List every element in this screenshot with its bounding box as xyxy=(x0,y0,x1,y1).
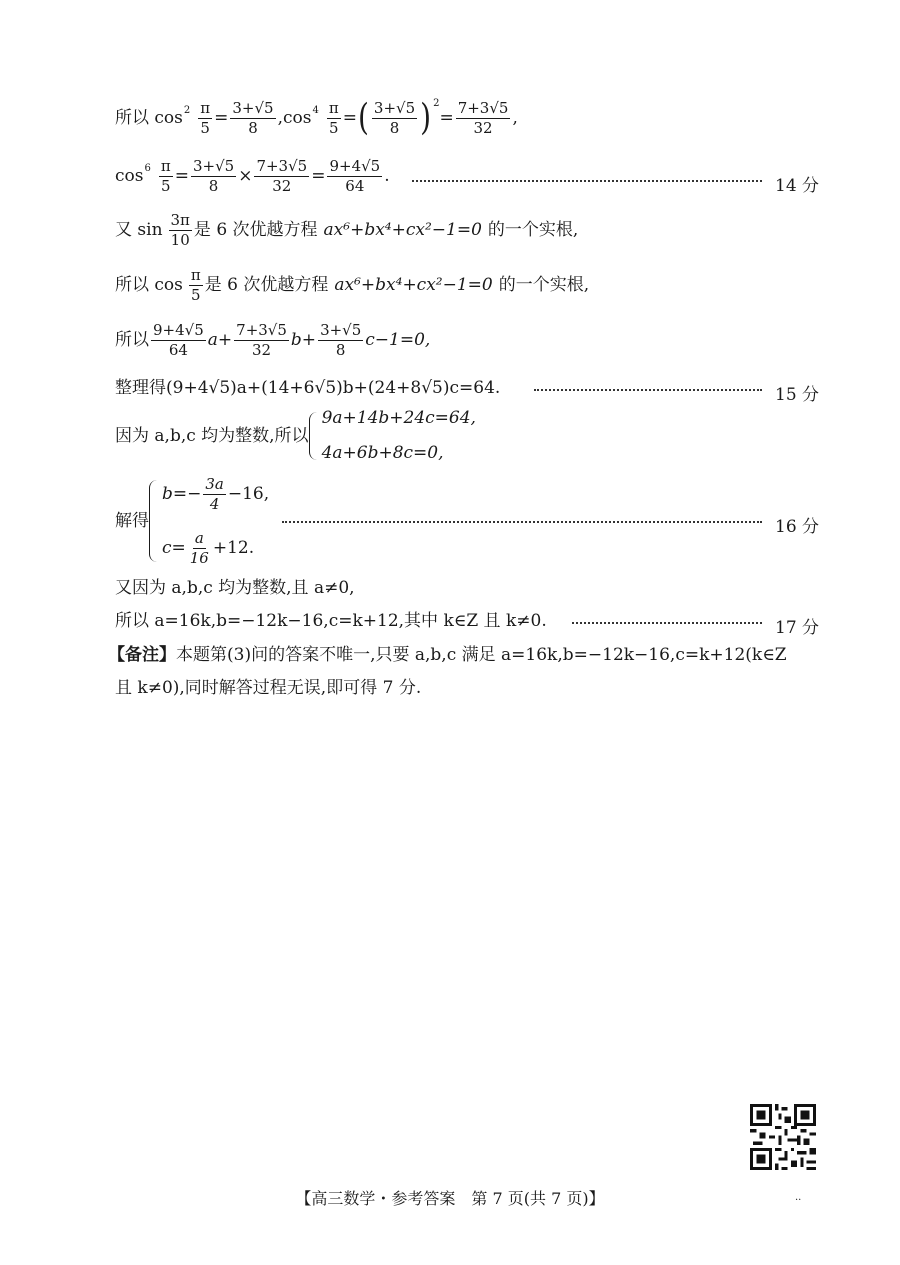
dot-leader xyxy=(412,180,762,182)
fraction: $\frac{7+3√5}{32}$ xyxy=(256,157,308,195)
fraction: $\frac{3+√5}{8}$ xyxy=(373,99,416,137)
dot-leader xyxy=(572,622,762,624)
fraction: $\frac{\pi}{5}$ xyxy=(160,157,171,195)
qr-code xyxy=(750,1104,816,1170)
step-sin-root: 又 sin $\frac{3\pi}{10}$ 是 6 次优越方程 ax⁶+bx⁴+cx²−1=0 的一个实根, xyxy=(115,211,579,249)
fraction: $\frac{\pi}{5}$ xyxy=(190,266,201,304)
dot-leader xyxy=(282,521,762,523)
note: 【备注】 本题第(3)问的答案不唯一,只要 a,b,c 满足 a=16k,b=−12k−16,c=k+12(k∈Z xyxy=(108,645,787,665)
fraction: $\frac{7+3√5}{32}$ xyxy=(236,321,287,359)
fraction: $\frac{7+3√5}{32}$ xyxy=(457,99,509,137)
score-16: 16 分 xyxy=(775,517,820,537)
fraction: $\frac{\pi}{5}$ xyxy=(328,99,339,137)
step-cos2-cos4: 所以 cos 2 $\frac{\pi}{5}$ = $\frac{3+√5}{8}$ ,cos 4 $\frac{\pi}{5}$ = ( $\frac{3+√5}{8}$ ) 2 = $\frac{7+3√5}{32}$ , xyxy=(115,95,518,139)
step-cos-root: 所以 cos $\frac{\pi}{5}$ 是 6 次优越方程 ax⁶+bx⁴+cx²−1=0 的一个实根, xyxy=(115,266,590,304)
fraction: $\frac{\pi}{5}$ xyxy=(200,99,211,137)
step-answer: 所以 a=16k,b=−12k−16,c=k+12,其中 k∈Z 且 k≠0. xyxy=(115,611,547,631)
step-system: 因为 a,b,c 均为整数,所以 9a+14b+24c=64, 4a+6b+8c=0, xyxy=(115,408,476,463)
step-simplify: 整理得(9+4√5)a+(14+6√5)b+(24+8√5)c=64. xyxy=(115,378,501,398)
note-continued: 且 k≠0),同时解答过程无误,即可得 7 分. xyxy=(115,678,422,698)
fraction: $\frac{a}{16}$ xyxy=(189,529,209,567)
fraction: $\frac{9+4√5}{64}$ xyxy=(153,321,204,359)
fraction: $\frac{3+√5}{8}$ xyxy=(232,99,274,137)
score-17: 17 分 xyxy=(775,618,820,638)
fraction: $\frac{3+√5}{8}$ xyxy=(192,157,235,195)
brace xyxy=(149,480,160,562)
fraction: $\frac{9+4√5}{64}$ xyxy=(329,157,381,195)
step-substitute: 所以 $\frac{9+4√5}{64}$ a+ $\frac{7+3√5}{32}$ b+ $\frac{3+√5}{8}$ c−1=0, xyxy=(115,321,431,359)
note-tag: 【备注】 xyxy=(108,645,176,665)
fraction: $\frac{3a}{4}$ xyxy=(205,475,224,513)
score-14: 14 分 xyxy=(775,176,820,196)
step-cos6: cos 6 $\frac{\pi}{5}$ = $\frac{3+√5}{8}$ × $\frac{7+3√5}{32}$ = $\frac{9+4√5}{64}$ . xyxy=(115,157,390,195)
score-15: 15 分 xyxy=(775,385,820,405)
footer-mark: .. xyxy=(795,1192,802,1203)
step-nonzero: 又因为 a,b,c 均为整数,且 a≠0, xyxy=(115,578,355,598)
dot-leader xyxy=(534,389,762,391)
page-footer: 【高三数学・参考答案 第 7 页(共 7 页)】 xyxy=(295,1189,605,1208)
fraction: $\frac{3\pi}{10}$ xyxy=(170,211,190,249)
brace xyxy=(309,412,320,460)
step-solve: 解得 b=− $\frac{3a}{4}$ −16, c= $\frac{a}{16}$ +12. xyxy=(115,475,270,567)
fraction: $\frac{3+√5}{8}$ xyxy=(320,321,362,359)
